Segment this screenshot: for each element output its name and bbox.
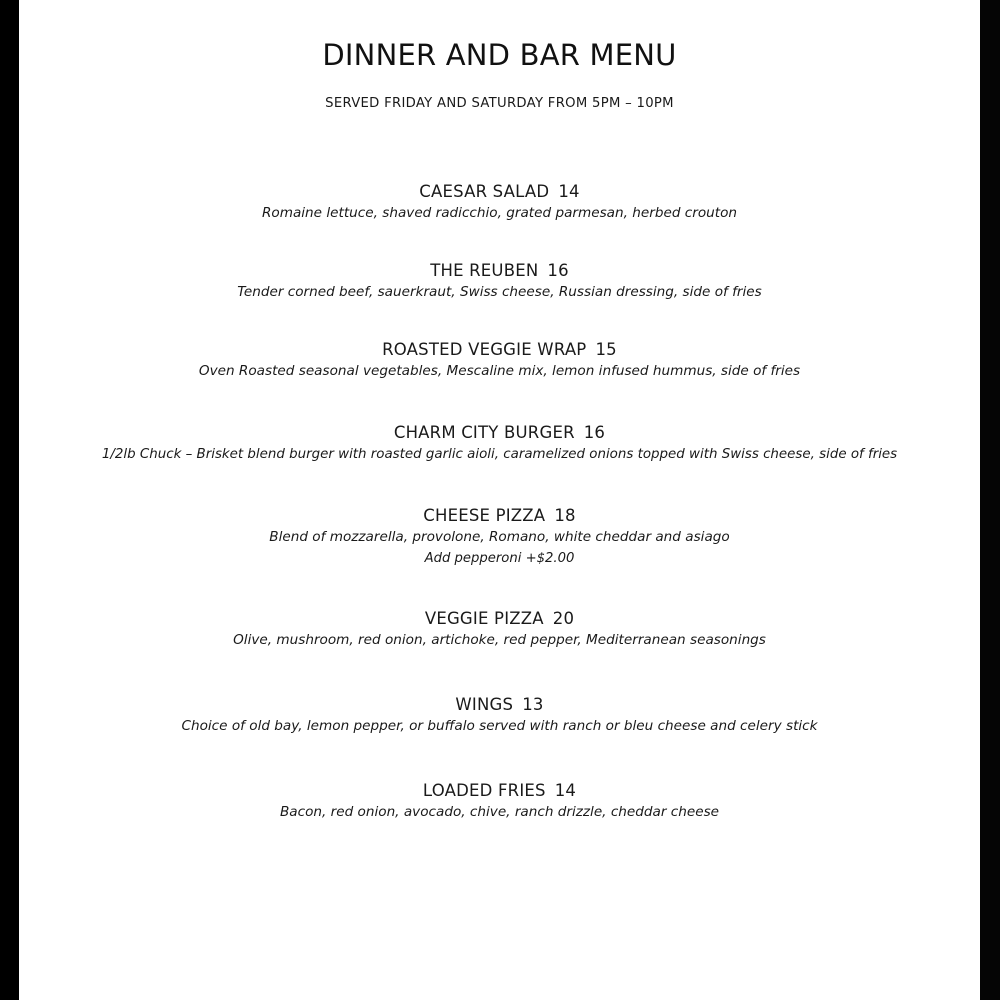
menu-item-heading: [19, 181, 980, 203]
menu-item-roasted-veggie-wrap: [19, 339, 980, 382]
menu-item-heading: [19, 694, 980, 716]
menu-item-name: ROASTED VEGGIE WRAP: [382, 340, 587, 359]
menu-item-heading: [19, 505, 980, 527]
menu-item-name: THE REUBEN: [430, 261, 539, 280]
menu-item-price: 13: [522, 695, 544, 714]
menu-item-description: Blend of mozzarella, provolone, Romano, white cheddar and asiago: [269, 529, 730, 545]
menu-item-price: 16: [583, 423, 606, 442]
menu-item-charm-city-burger: [19, 422, 980, 465]
menu-item-price: 16: [547, 261, 569, 280]
menu-item-heading: [19, 422, 980, 444]
right-edge-strip: [980, 0, 1000, 1000]
menu-item-description: Bacon, red onion, avocado, chive, ranch drizzle, cheddar cheese: [279, 804, 720, 820]
menu-item-name: LOADED FRIES: [422, 781, 546, 800]
menu-item-loaded-fries: [19, 780, 980, 823]
menu-item-wings: [19, 694, 980, 737]
menu-item-heading: [19, 260, 980, 282]
menu-item-description: Olive, mushroom, red onion, artichoke, red pepper, Mediterranean seasonings: [233, 632, 766, 648]
menu-item-price: 18: [554, 506, 576, 525]
menu-item-heading: [19, 780, 980, 802]
menu-item-name: CHEESE PIZZA: [423, 506, 546, 525]
menu-item-name: VEGGIE PIZZA: [424, 609, 544, 628]
menu-item-description: Oven Roasted seasonal vegetables, Mescaline mix, lemon infused hummus, side of fries: [198, 363, 801, 379]
menu-item-description: Romaine lettuce, shaved radicchio, grated parmesan, herbed crouton: [261, 205, 738, 221]
menu-item-heading: [19, 339, 980, 361]
menu-item-cheese-pizza: [19, 505, 980, 569]
menu-item-name: CAESAR SALAD: [419, 182, 550, 201]
menu-item-addon: Add pepperoni +$2.00: [424, 551, 575, 566]
menu-item-heading: [19, 608, 980, 630]
menu-item-caesar-salad: [19, 181, 980, 224]
menu-item-name: WINGS: [455, 695, 514, 714]
menu-item-name: CHARM CITY BURGER: [393, 423, 575, 442]
menu-page: [19, 0, 980, 1000]
menu-item-veggie-pizza: [19, 608, 980, 651]
menu-item-description: Choice of old bay, lemon pepper, or buffalo served with ranch or bleu cheese and celery stick: [181, 718, 818, 734]
menu-item-the-reuben: [19, 260, 980, 303]
menu-subtitle: SERVED FRIDAY AND SATURDAY FROM 5PM – 10PM: [325, 96, 674, 111]
menu-item-description: 1/2lb Chuck – Brisket blend burger with roasted garlic aioli, caramelized onions topped with Swiss cheese, side of fries: [101, 447, 898, 462]
menu-item-price: 14: [554, 781, 577, 800]
menu-title: DINNER AND BAR MENU: [322, 38, 677, 72]
menu-item-price: 14: [558, 182, 580, 201]
menu-item-price: 15: [595, 340, 617, 359]
menu-item-price: 20: [552, 609, 575, 628]
menu-item-description: Tender corned beef, sauerkraut, Swiss cheese, Russian dressing, side of fries: [237, 284, 762, 300]
